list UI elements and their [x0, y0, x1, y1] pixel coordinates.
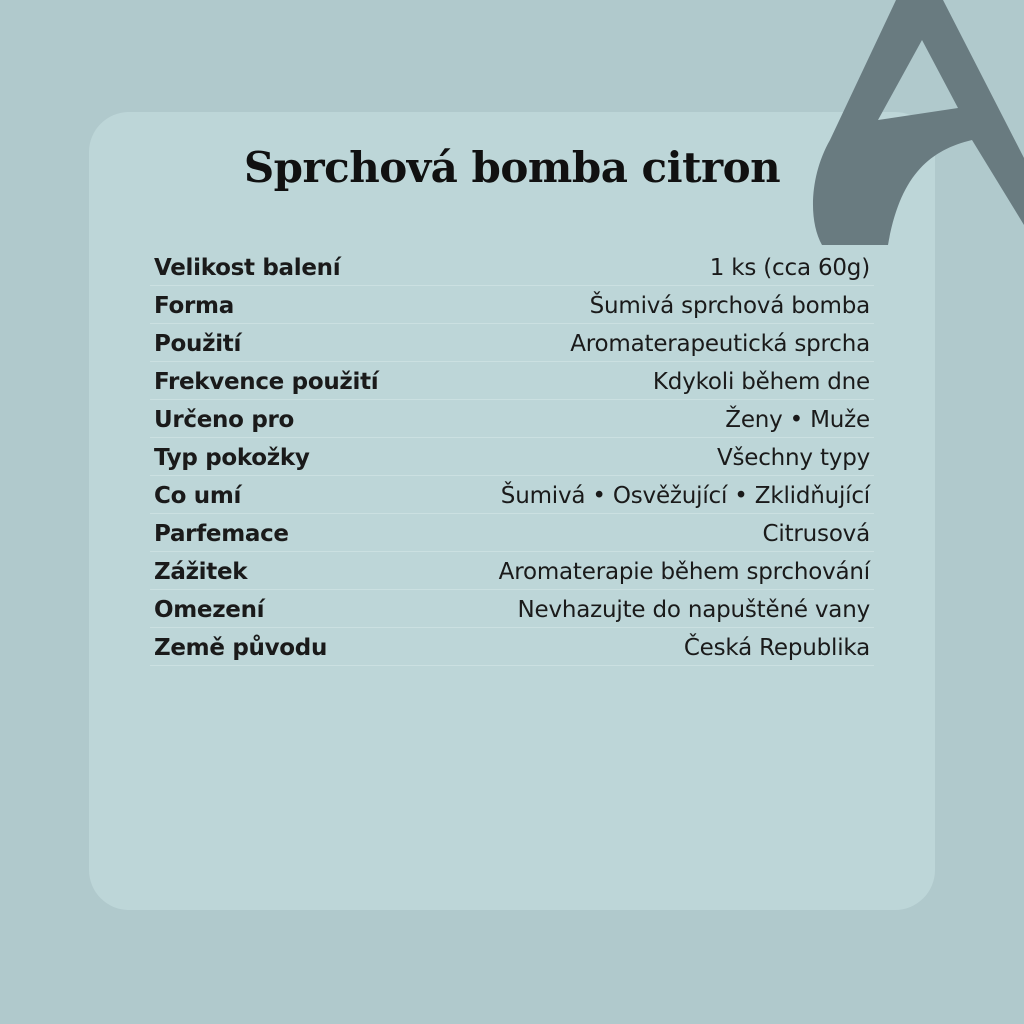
spec-value: Šumivá • Osvěžující • Zklidňující — [500, 483, 870, 509]
spec-row-skin-type — [150, 438, 874, 476]
spec-row-country-of-origin — [150, 628, 874, 666]
spec-row-experience — [150, 552, 874, 590]
spec-label: Co umí — [154, 483, 242, 509]
spec-label: Omezení — [154, 597, 265, 623]
spec-label: Typ pokožky — [154, 445, 310, 471]
spec-label: Velikost balení — [154, 255, 341, 281]
spec-value: Všechny typy — [716, 445, 870, 471]
spec-row-restriction — [150, 590, 874, 628]
spec-label: Forma — [154, 293, 234, 319]
spec-value: Kdykoli během dne — [652, 369, 870, 395]
spec-label: Zážitek — [154, 559, 248, 585]
spec-row-intended-for — [150, 400, 874, 438]
letter-a-logo-icon — [800, 0, 1024, 245]
spec-value: Aromaterapie během sprchování — [498, 559, 870, 585]
spec-value: Česká Republika — [683, 635, 870, 661]
spec-label: Frekvence použití — [154, 369, 379, 395]
spec-value: Aromaterapeutická sprcha — [570, 331, 870, 357]
spec-label: Použití — [154, 331, 242, 357]
spec-row-usage — [150, 324, 874, 362]
spec-row-frequency — [150, 362, 874, 400]
spec-row-form — [150, 286, 874, 324]
spec-label: Země původu — [154, 635, 328, 661]
spec-label: Parfemace — [154, 521, 289, 547]
spec-row-capabilities — [150, 476, 874, 514]
page-title: Sprchová bomba citron — [243, 143, 781, 192]
spec-value: Ženy • Muže — [725, 407, 870, 433]
spec-value: Citrusová — [762, 521, 870, 547]
spec-row-fragrance — [150, 514, 874, 552]
spec-row-package-size — [150, 248, 874, 286]
spec-label: Určeno pro — [154, 407, 295, 433]
spec-table — [150, 248, 874, 666]
spec-value: 1 ks (cca 60g) — [709, 255, 870, 281]
spec-value: Nevhazujte do napuštěné vany — [517, 597, 870, 623]
spec-value: Šumivá sprchová bomba — [589, 293, 870, 319]
